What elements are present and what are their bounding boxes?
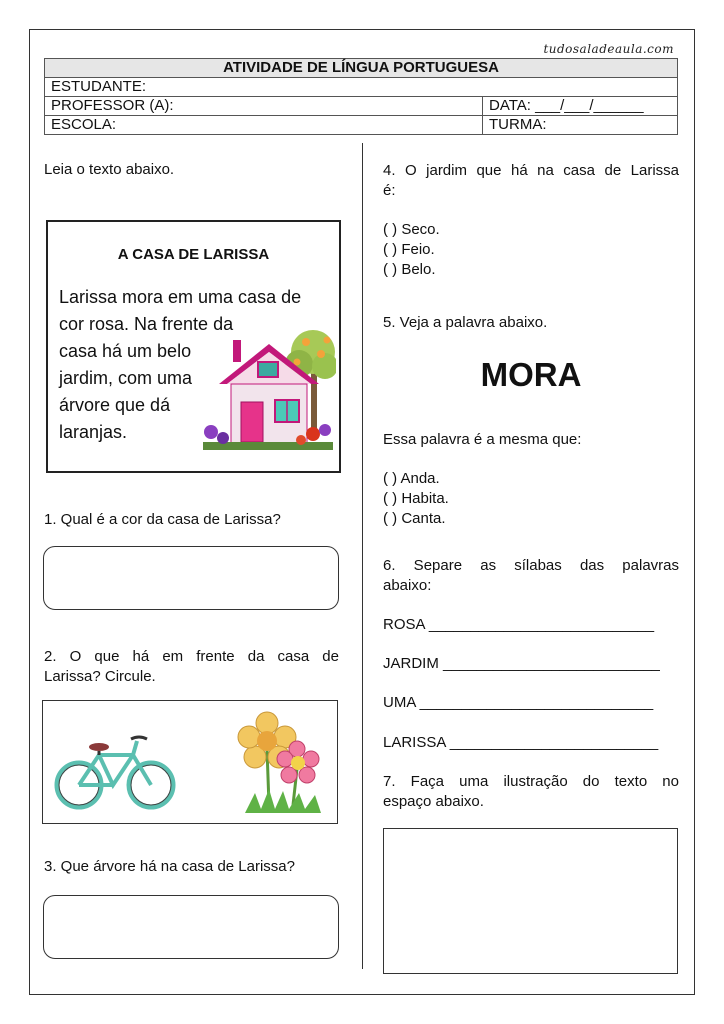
class-field[interactable]: TURMA: (483, 116, 678, 135)
school-field[interactable]: ESCOLA: (45, 116, 483, 135)
question-5-prompt: Essa palavra é a mesma que: (383, 431, 582, 448)
q5-option-canta[interactable]: ( ) Canta. (383, 510, 446, 527)
teacher-field[interactable]: PROFESSOR (A): (45, 97, 483, 116)
story-line: jardim, com uma (59, 368, 193, 388)
question-2-line2: Larissa? Circule. (44, 668, 156, 685)
q4-option-feio[interactable]: ( ) Feio. (383, 241, 435, 258)
q4-option-belo[interactable]: ( ) Belo. (383, 261, 436, 278)
house-illustration (201, 322, 336, 470)
header-table (44, 58, 678, 135)
syllable-line-jardim[interactable]: JARDIM __________________________ (383, 655, 660, 672)
question-6-line1: 6. Separe as sílabas das palavras (383, 557, 679, 574)
question-7-line2: espaço abaixo. (383, 793, 484, 810)
student-field[interactable]: ESTUDANTE: (45, 78, 678, 97)
question-2-line1: 2. O que há em frente da casa de (44, 648, 339, 665)
q5-option-habita[interactable]: ( ) Habita. (383, 490, 449, 507)
question-5: 5. Veja a palavra abaixo. (383, 314, 548, 331)
story-box (46, 220, 341, 473)
story-title: A CASA DE LARISSA (117, 246, 270, 263)
answer-box-3[interactable] (43, 895, 339, 959)
q4-option-seco[interactable]: ( ) Seco. (383, 221, 440, 238)
story-line: árvore que dá (59, 395, 171, 415)
circle-choice-box (42, 700, 338, 824)
story-line: casa há um belo (59, 341, 192, 361)
intro-text: Leia o texto abaixo. (44, 161, 175, 178)
syllable-line-larissa[interactable]: LARISSA _________________________ (383, 734, 659, 751)
column-divider (362, 143, 363, 969)
highlight-word: MORA (480, 356, 582, 393)
question-7-line1: 7. Faça uma ilustração do texto no (383, 773, 679, 790)
question-6-line2: abaixo: (383, 577, 432, 594)
question-1: 1. Qual é a cor da casa de Larissa? (44, 511, 281, 528)
syllable-line-uma[interactable]: UMA ____________________________ (383, 694, 654, 711)
date-field[interactable]: DATA: ___/___/______ (483, 97, 678, 116)
question-4-line1: 4. O jardim que há na casa de Larissa (383, 162, 679, 179)
question-4-line2: é: (383, 182, 396, 199)
bicycle-image[interactable] (53, 729, 178, 813)
q5-option-anda[interactable]: ( ) Anda. (383, 470, 440, 487)
drawing-box[interactable] (383, 828, 678, 974)
site-watermark: tudosaladeaula.com (543, 42, 674, 56)
story-line: cor rosa. Na frente da (59, 314, 234, 334)
worksheet-title: ATIVIDADE DE LÍNGUA PORTUGUESA (45, 59, 678, 78)
story-line: Larissa mora em uma casa de (59, 287, 302, 307)
syllable-line-rosa[interactable]: ROSA ___________________________ (383, 616, 655, 633)
story-line: laranjas. (59, 422, 128, 442)
flowers-image[interactable] (235, 709, 330, 819)
question-3: 3. Que árvore há na casa de Larissa? (44, 858, 295, 875)
answer-box-1[interactable] (43, 546, 339, 610)
